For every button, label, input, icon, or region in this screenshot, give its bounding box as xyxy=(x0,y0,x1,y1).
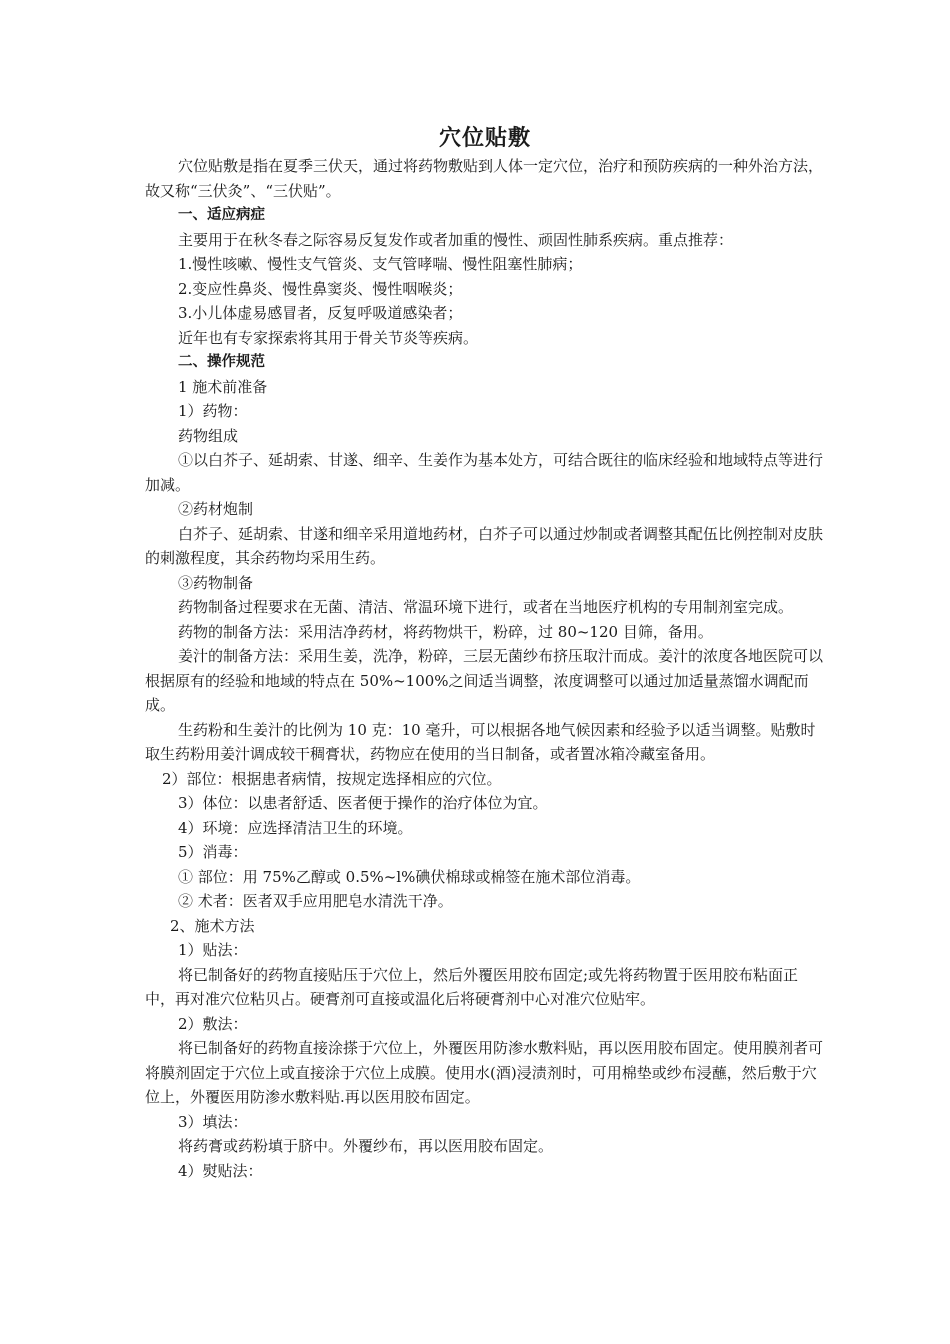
drug-composition-label: 药物组成 xyxy=(178,426,239,445)
disinfect-item-1: ① 部位：用 75%乙醇或 0.5%~l%碘伏棉球或棉签在施术部位消毒。 xyxy=(178,867,641,886)
subheading-preparation: 1 施术前准备 xyxy=(178,377,268,396)
method-1-text: 将已制备好的药物直接贴压于穴位上，然后外覆医用胶布固定;或先将药物置于医用胶布粘面正中，再对准穴位粘贝占。硬膏剂可直接或温化后将硬膏剂中心对准穴位贴牢。 xyxy=(145,965,799,1008)
method-2-label: 2）敷法： xyxy=(178,1014,248,1033)
method-2-text: 将已制备好的药物直接涂搽于穴位上，外覆医用防渗水敷料贴，再以医用胶布固定。使用膜剂者可将膜剂固定于穴位上或直接涂于穴位上成膜。使用水(酒)浸渍剂时，可用棉垫或纱布浸蘸，然后敷于穴位上，外覆医用防渗水敷料贴.再以医用胶布固定。 xyxy=(145,1039,824,1106)
drug-processing-text: 白芥子、延胡索、甘遂和细辛采用道地药材，白芥子可以通过炒制或者调整其配伍比例控制对皮肤的刺激程度，其余药物均采用生药。 xyxy=(145,524,824,567)
drug-preparation-label: ③药物制备 xyxy=(178,573,254,592)
method-3-label: 3）填法： xyxy=(178,1112,248,1131)
drug-processing-label: ②药材炮制 xyxy=(178,500,254,518)
drug-composition-text: ①以白芥子、延胡索、甘遂、细辛、生姜作为基本处方，可结合既往的临床经验和地域特点等进行加减。 xyxy=(145,451,824,494)
method-3-text: 将药膏或药粉填于脐中。外覆纱布，再以医用胶布固定。 xyxy=(178,1137,554,1155)
method-4-label: 4）熨贴法： xyxy=(178,1161,263,1180)
indication-item-2: 2.变应性鼻炎、慢性鼻窦炎、慢性咽喉炎； xyxy=(178,279,463,298)
disinfect-label: 5）消毒： xyxy=(178,843,248,861)
indication-item-1: 1.慢性咳嗽、慢性支气管炎、支气管哮喘、慢性阻塞性肺病； xyxy=(178,255,583,273)
drug-preparation-text-1: 药物制备过程要求在无菌、清洁、常温环境下进行，或者在当地医疗机构的专用制剂室完成。 xyxy=(178,598,794,616)
intro-paragraph: 穴位贴敷是指在夏季三伏天，通过将药物敷贴到人体一定穴位，治疗和预防疾病的一种外治方法，故又称“三伏灸”、“三伏贴”。 xyxy=(145,157,824,200)
subheading-methods: 2、施术方法 xyxy=(170,916,255,935)
page-title: 穴位贴敷 xyxy=(438,125,531,151)
indications-paragraph: 主要用于在秋冬春之际容易反复发作或者加重的慢性、顽固性肺系疾病。重点推荐： xyxy=(178,230,734,249)
document-body xyxy=(145,122,825,1183)
drug-preparation-text-3: 姜汁的制备方法：采用生姜，洗净，粉碎，三层无菌纱布挤压取汁而成。姜汁的浓度各地医院可以根据原有的经验和地域的特点在 50%~100%之间适当调整，浓度调整可以通过加适量蒸馏水调配而成。 xyxy=(145,647,824,714)
section-heading-indications: 一、适应病症 xyxy=(178,207,265,223)
section-heading-procedure: 二、操作规范 xyxy=(178,354,265,370)
indications-note: 近年也有专家探索将其用于骨关节炎等疾病。 xyxy=(178,328,479,347)
posture-paragraph: 3）体位：以患者舒适、医者便于操作的治疗体位为宜。 xyxy=(178,794,548,812)
site-paragraph: 2）部位：根据患者病情，按规定选择相应的穴位。 xyxy=(162,769,502,788)
drug-preparation-text-4: 生药粉和生姜汁的比例为 10 克：10 毫升，可以根据各地气候因素和经验予以适当调整。贴敷时取生药粉用姜汁调成较干稠膏状，药物应在使用的当日制备，或者置冰箱冷藏室备用。 xyxy=(145,720,816,763)
drug-preparation-text-2: 药物的制备方法：采用洁净药材，将药物烘干，粉碎，过 80~120 目筛，备用。 xyxy=(178,622,713,641)
disinfect-item-2: ② 术者：医者双手应用肥皂水清洗干净。 xyxy=(178,892,453,910)
environment-paragraph: 4）环境：应选择清洁卫生的环境。 xyxy=(178,818,413,837)
method-1-label: 1）贴法： xyxy=(178,941,248,959)
drug-label: 1）药物： xyxy=(178,402,248,420)
indication-item-3: 3.小儿体虚易感冒者，反复呼吸道感染者； xyxy=(178,304,463,322)
